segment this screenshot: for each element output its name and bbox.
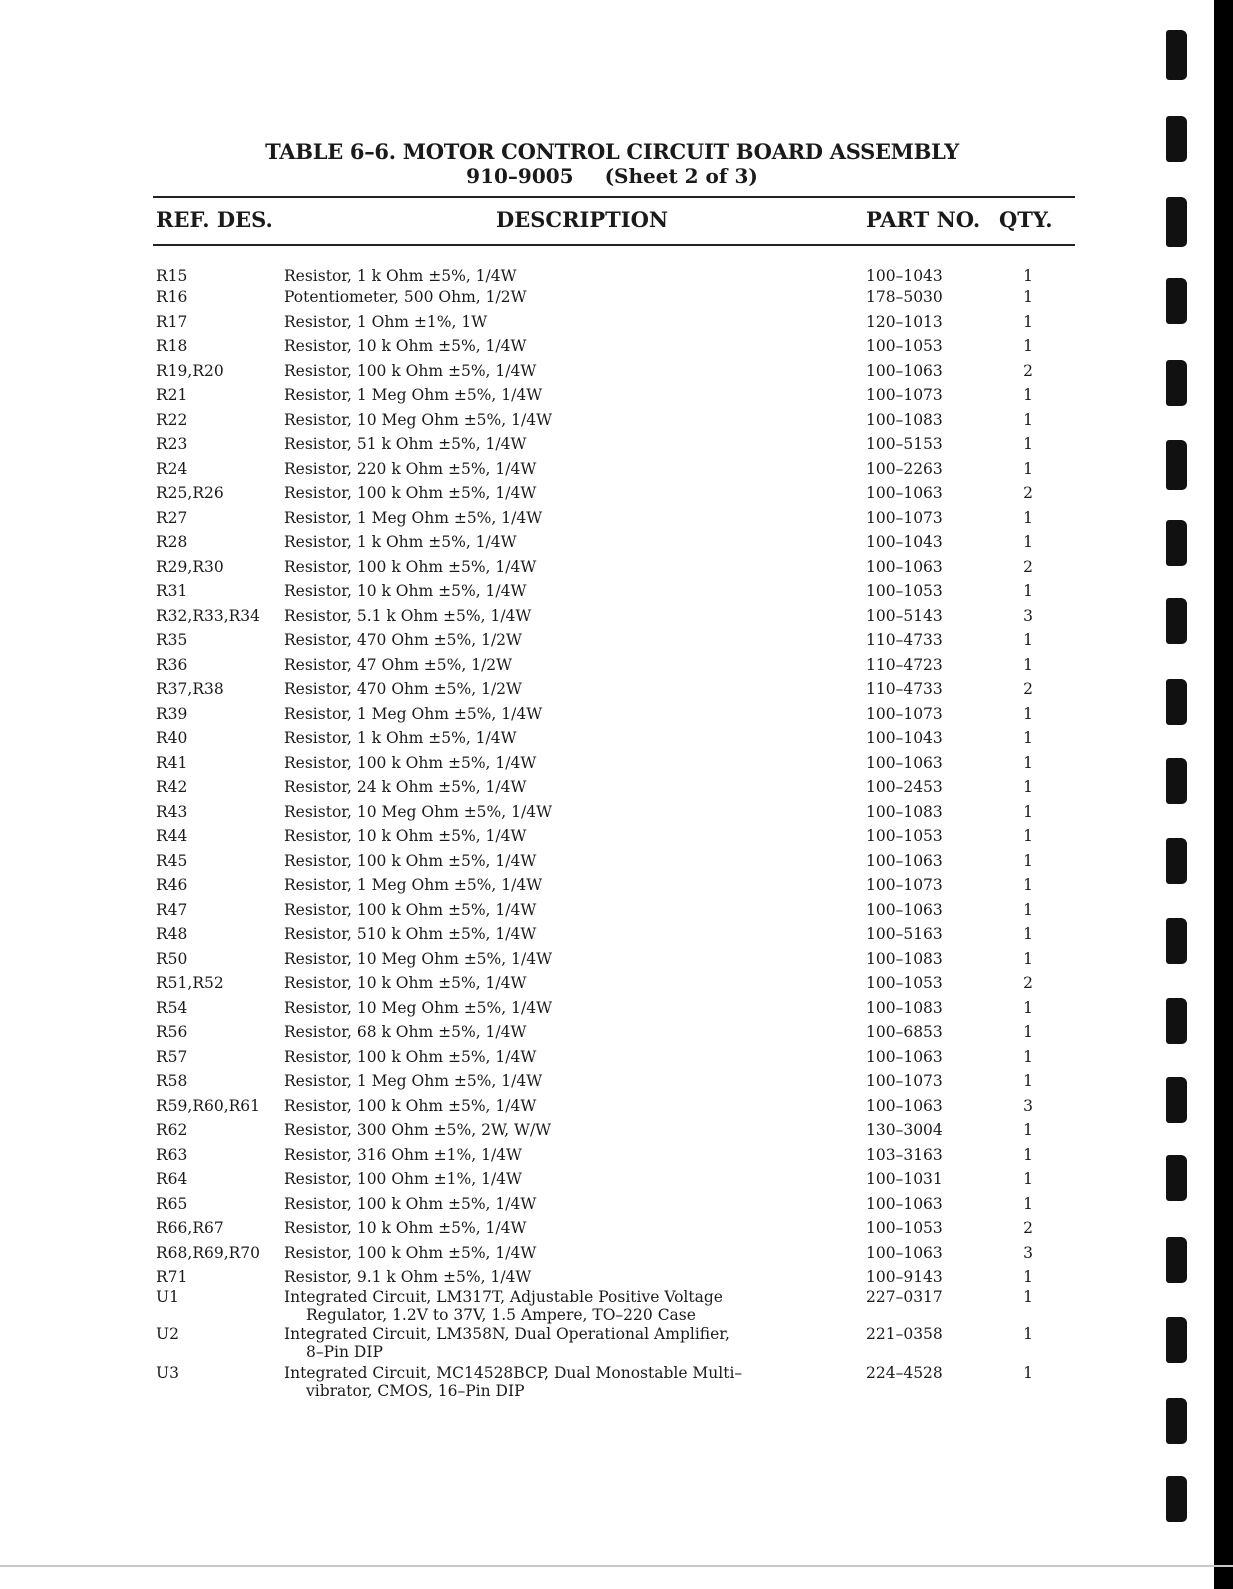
- quantity-cell: 1: [1023, 900, 1033, 919]
- description-cell: [284, 680, 844, 698]
- description-cell: [284, 1170, 844, 1188]
- table-title: TABLE 6–6. MOTOR CONTROL CIRCUIT BOARD ASSEMBLY: [265, 139, 959, 164]
- description-cell: [284, 607, 844, 625]
- part-number-cell: 100–1063: [866, 1243, 943, 1262]
- description-cell: [284, 827, 844, 845]
- part-number-cell: 100–1083: [866, 998, 943, 1017]
- binding-holes: [1166, 0, 1206, 1589]
- assembly-number: 910–9005: [466, 164, 574, 188]
- description-text: Resistor, 5.1 k Ohm ±5%, 1/4W: [284, 606, 532, 625]
- quantity-cell: 1: [1023, 288, 1033, 306]
- ref-des-cell: R71: [156, 1268, 188, 1286]
- ref-des-cell: R66,R67: [156, 1219, 224, 1237]
- description-text: Resistor, 68 k Ohm ±5%, 1/4W: [284, 1023, 527, 1041]
- quantity-cell: 1: [1023, 410, 1033, 429]
- quantity-cell: 2: [1023, 484, 1033, 502]
- part-number-cell: 100–1043: [866, 533, 943, 551]
- description-cell: [284, 705, 844, 723]
- part-number-cell: 100–1043: [866, 729, 943, 747]
- description-text: Resistor, 1 Ohm ±1%, 1W: [284, 312, 488, 331]
- ref-des-cell: R47: [156, 900, 188, 919]
- description-cell: [284, 1244, 844, 1262]
- quantity-cell: 1: [1023, 1268, 1033, 1286]
- quantity-cell: 2: [1023, 557, 1033, 576]
- description-text: Integrated Circuit, LM317T, Adjustable Positive Voltage: [284, 1288, 723, 1306]
- description-cell: [284, 778, 844, 796]
- header-top-rule: [153, 196, 1075, 198]
- ref-des-cell: R17: [156, 312, 188, 331]
- column-header-ref-des: REF. DES.: [156, 207, 273, 232]
- part-number-cell: 100–2453: [866, 778, 943, 796]
- description-cell: [284, 1268, 844, 1286]
- description-cell: [284, 1072, 844, 1090]
- ref-des-cell: R28: [156, 533, 188, 551]
- description-text: Resistor, 1 Meg Ohm ±5%, 1/4W: [284, 1072, 543, 1090]
- description-text: Resistor, 10 k Ohm ±5%, 1/4W: [284, 1219, 527, 1237]
- ref-des-cell: R44: [156, 827, 188, 845]
- ref-des-cell: R37,R38: [156, 680, 224, 698]
- ref-des-cell: R46: [156, 876, 188, 894]
- quantity-cell: 1: [1023, 802, 1033, 821]
- ref-des-cell: R29,R30: [156, 557, 224, 576]
- ref-des-cell: R35: [156, 631, 188, 649]
- part-number-cell: 100–1053: [866, 582, 943, 600]
- ref-des-cell: R63: [156, 1145, 188, 1164]
- description-cell: [284, 1023, 844, 1041]
- part-number-cell: 100–6853: [866, 1023, 943, 1041]
- ref-des-cell: R57: [156, 1047, 188, 1066]
- ref-des-cell: R25,R26: [156, 484, 224, 502]
- binding-hole-mark: [1166, 1398, 1187, 1444]
- ref-des-cell: R64: [156, 1170, 188, 1188]
- description-cell: [284, 852, 844, 870]
- binding-hole-mark: [1166, 1317, 1187, 1363]
- quantity-cell: 2: [1023, 361, 1033, 380]
- description-cell: [284, 288, 844, 306]
- quantity-cell: 1: [1023, 1121, 1033, 1139]
- description-text: Resistor, 47 Ohm ±5%, 1/2W: [284, 655, 513, 674]
- description-cell: [284, 754, 844, 772]
- quantity-cell: 1: [1023, 1145, 1033, 1164]
- description-cell: [284, 460, 844, 478]
- description-text: Resistor, 10 Meg Ohm ±5%, 1/4W: [284, 410, 552, 429]
- part-number-cell: 100–1063: [866, 1194, 943, 1213]
- binding-hole-mark: [1166, 360, 1187, 406]
- part-number-cell: 100–1073: [866, 386, 943, 404]
- description-text: Resistor, 1 Meg Ohm ±5%, 1/4W: [284, 876, 543, 894]
- ref-des-cell: R59,R60,R61: [156, 1096, 261, 1115]
- ref-des-cell: R62: [156, 1121, 188, 1139]
- description-cell: [284, 1219, 844, 1237]
- ref-des-cell: R19,R20: [156, 361, 224, 380]
- quantity-cell: 1: [1023, 386, 1033, 404]
- binding-hole-mark: [1166, 520, 1187, 566]
- quantity-cell: 1: [1023, 851, 1033, 870]
- description-cell: [284, 1146, 844, 1164]
- part-number-cell: 100–1043: [866, 267, 943, 285]
- column-header-qty: QTY.: [999, 207, 1053, 232]
- description-cell: [284, 1364, 844, 1400]
- description-text: Resistor, 100 k Ohm ±5%, 1/4W: [284, 753, 537, 772]
- quantity-cell: 1: [1023, 1288, 1033, 1306]
- quantity-cell: 1: [1023, 582, 1033, 600]
- part-number-cell: 100–1063: [866, 484, 943, 502]
- quantity-cell: 1: [1023, 337, 1033, 355]
- description-text: Resistor, 1 k Ohm ±5%, 1/4W: [284, 729, 517, 747]
- ref-des-cell: R32,R33,R34: [156, 606, 261, 625]
- description-cell: [284, 1325, 844, 1361]
- part-number-cell: 100–5143: [866, 606, 943, 625]
- quantity-cell: 1: [1023, 729, 1033, 747]
- ref-des-cell: R15: [156, 267, 188, 285]
- quantity-cell: 2: [1023, 974, 1033, 992]
- quantity-cell: 2: [1023, 1219, 1033, 1237]
- part-number-cell: 100–1063: [866, 1047, 943, 1066]
- ref-des-cell: R43: [156, 802, 188, 821]
- quantity-cell: 1: [1023, 459, 1033, 478]
- description-text: Potentiometer, 500 Ohm, 1/2W: [284, 288, 527, 306]
- quantity-cell: 3: [1023, 1096, 1033, 1115]
- quantity-cell: 1: [1023, 533, 1033, 551]
- part-number-cell: 110–4733: [866, 680, 943, 698]
- description-continuation: Regulator, 1.2V to 37V, 1.5 Ampere, TO–220 Case: [306, 1306, 696, 1324]
- quantity-cell: 1: [1023, 1325, 1033, 1343]
- part-number-cell: 178–5030: [866, 288, 943, 306]
- description-text: Resistor, 510 k Ohm ±5%, 1/4W: [284, 925, 537, 943]
- ref-des-cell: R22: [156, 410, 188, 429]
- part-number-cell: 110–4723: [866, 655, 943, 674]
- description-cell: [284, 509, 844, 527]
- description-cell: [284, 1288, 844, 1324]
- part-number-cell: 100–1073: [866, 704, 943, 723]
- ref-des-cell: R16: [156, 288, 188, 306]
- description-text: Resistor, 1 k Ohm ±5%, 1/4W: [284, 267, 517, 285]
- header-bottom-rule: [153, 244, 1075, 246]
- ref-des-cell: R56: [156, 1023, 188, 1041]
- ref-des-cell: U3: [156, 1364, 179, 1382]
- description-text: Resistor, 100 k Ohm ±5%, 1/4W: [284, 1047, 537, 1066]
- part-number-cell: 100–1063: [866, 851, 943, 870]
- description-cell: [284, 803, 844, 821]
- description-cell: [284, 950, 844, 968]
- description-text: Resistor, 300 Ohm ±5%, 2W, W/W: [284, 1121, 552, 1139]
- description-cell: [284, 484, 844, 502]
- description-continuation: vibrator, CMOS, 16–Pin DIP: [306, 1382, 525, 1400]
- description-text: Resistor, 1 Meg Ohm ±5%, 1/4W: [284, 386, 543, 404]
- ref-des-cell: R36: [156, 655, 188, 674]
- description-text: Resistor, 9.1 k Ohm ±5%, 1/4W: [284, 1268, 532, 1286]
- part-number-cell: 120–1013: [866, 312, 943, 331]
- quantity-cell: 1: [1023, 925, 1033, 943]
- description-text: Resistor, 220 k Ohm ±5%, 1/4W: [284, 459, 537, 478]
- description-cell: [284, 386, 844, 404]
- description-text: Resistor, 470 Ohm ±5%, 1/2W: [284, 680, 522, 698]
- part-number-cell: 221–0358: [866, 1325, 943, 1343]
- binding-hole-mark: [1166, 1077, 1187, 1123]
- binding-hole-mark: [1166, 30, 1187, 80]
- description-text: Resistor, 10 k Ohm ±5%, 1/4W: [284, 582, 527, 600]
- description-cell: [284, 1121, 844, 1139]
- ref-des-cell: U2: [156, 1325, 179, 1343]
- quantity-cell: 1: [1023, 1194, 1033, 1213]
- description-text: Resistor, 10 k Ohm ±5%, 1/4W: [284, 827, 527, 845]
- quantity-cell: 3: [1023, 1243, 1033, 1262]
- description-cell: [284, 533, 844, 551]
- ref-des-cell: R48: [156, 925, 188, 943]
- description-cell: [284, 631, 844, 649]
- description-text: Integrated Circuit, MC14528BCP, Dual Monostable Multi–: [284, 1364, 743, 1382]
- part-number-cell: 100–1073: [866, 1072, 943, 1090]
- description-cell: [284, 1048, 844, 1066]
- quantity-cell: 2: [1023, 680, 1033, 698]
- part-number-cell: 100–1063: [866, 557, 943, 576]
- ref-des-cell: R21: [156, 386, 188, 404]
- part-number-cell: 224–4528: [866, 1364, 943, 1382]
- ref-des-cell: R39: [156, 704, 188, 723]
- sheet-indicator: (Sheet 2 of 3): [604, 164, 758, 188]
- binding-hole-mark: [1166, 679, 1187, 725]
- description-cell: [284, 1195, 844, 1213]
- ref-des-cell: R40: [156, 729, 188, 747]
- description-text: Resistor, 10 k Ohm ±5%, 1/4W: [284, 974, 527, 992]
- description-text: Resistor, 10 k Ohm ±5%, 1/4W: [284, 337, 527, 355]
- part-number-cell: 100–2263: [866, 459, 943, 478]
- part-number-cell: 100–1063: [866, 1096, 943, 1115]
- part-number-cell: 100–1073: [866, 876, 943, 894]
- quantity-cell: 1: [1023, 998, 1033, 1017]
- quantity-cell: 1: [1023, 1047, 1033, 1066]
- description-cell: [284, 411, 844, 429]
- description-text: Resistor, 100 Ohm ±1%, 1/4W: [284, 1170, 522, 1188]
- description-text: Resistor, 10 Meg Ohm ±5%, 1/4W: [284, 802, 552, 821]
- description-text: Resistor, 100 k Ohm ±5%, 1/4W: [284, 361, 537, 380]
- ref-des-cell: R41: [156, 753, 188, 772]
- ref-des-cell: R31: [156, 582, 188, 600]
- description-text: Resistor, 100 k Ohm ±5%, 1/4W: [284, 851, 537, 870]
- ref-des-cell: R45: [156, 851, 188, 870]
- description-text: Resistor, 10 Meg Ohm ±5%, 1/4W: [284, 998, 552, 1017]
- part-number-cell: 100–1083: [866, 410, 943, 429]
- description-cell: [284, 267, 844, 285]
- description-cell: [284, 999, 844, 1017]
- ref-des-cell: U1: [156, 1288, 179, 1306]
- part-number-cell: 100–1053: [866, 337, 943, 355]
- description-text: Resistor, 24 k Ohm ±5%, 1/4W: [284, 778, 527, 796]
- binding-hole-mark: [1166, 1237, 1187, 1283]
- description-cell: [284, 876, 844, 894]
- description-text: Resistor, 1 Meg Ohm ±5%, 1/4W: [284, 704, 543, 723]
- description-text: Resistor, 316 Ohm ±1%, 1/4W: [284, 1145, 522, 1164]
- description-cell: [284, 558, 844, 576]
- quantity-cell: 1: [1023, 778, 1033, 796]
- part-number-cell: 130–3004: [866, 1121, 943, 1139]
- quantity-cell: 1: [1023, 655, 1033, 674]
- binding-hole-mark: [1166, 197, 1187, 247]
- binding-hole-mark: [1166, 1155, 1187, 1201]
- description-text: Resistor, 1 k Ohm ±5%, 1/4W: [284, 533, 517, 551]
- quantity-cell: 1: [1023, 1072, 1033, 1090]
- description-cell: [284, 337, 844, 355]
- description-text: Resistor, 470 Ohm ±5%, 1/2W: [284, 631, 522, 649]
- part-number-cell: 100–1053: [866, 1219, 943, 1237]
- binding-hole-mark: [1166, 918, 1187, 964]
- ref-des-cell: R23: [156, 435, 188, 453]
- column-header-part-no: PART NO.: [866, 207, 981, 232]
- binding-hole-mark: [1166, 998, 1187, 1044]
- description-text: Resistor, 100 k Ohm ±5%, 1/4W: [284, 1194, 537, 1213]
- description-cell: [284, 1097, 844, 1115]
- binding-hole-mark: [1166, 598, 1187, 644]
- part-number-cell: 100–1083: [866, 802, 943, 821]
- quantity-cell: 1: [1023, 949, 1033, 968]
- part-number-cell: 100–9143: [866, 1268, 943, 1286]
- description-cell: [284, 656, 844, 674]
- quantity-cell: 1: [1023, 1364, 1033, 1382]
- description-text: Resistor, 100 k Ohm ±5%, 1/4W: [284, 484, 537, 502]
- ref-des-cell: R24: [156, 459, 188, 478]
- description-text: Integrated Circuit, LM358N, Dual Operational Amplifier,: [284, 1325, 730, 1343]
- description-text: Resistor, 100 k Ohm ±5%, 1/4W: [284, 1096, 537, 1115]
- part-number-cell: 103–3163: [866, 1145, 943, 1164]
- quantity-cell: 3: [1023, 606, 1033, 625]
- binding-hole-mark: [1166, 278, 1187, 324]
- part-number-cell: 100–1031: [866, 1170, 943, 1188]
- binding-hole-mark: [1166, 758, 1187, 804]
- description-cell: [284, 313, 844, 331]
- description-cell: [284, 925, 844, 943]
- ref-des-cell: R42: [156, 778, 188, 796]
- description-text: Resistor, 100 k Ohm ±5%, 1/4W: [284, 900, 537, 919]
- page-edge-shadow: [1214, 0, 1233, 1589]
- description-cell: [284, 435, 844, 453]
- ref-des-cell: R58: [156, 1072, 188, 1090]
- scan-bottom-edge: [0, 1565, 1233, 1567]
- description-cell: [284, 362, 844, 380]
- description-cell: [284, 582, 844, 600]
- part-number-cell: 100–1053: [866, 827, 943, 845]
- quantity-cell: 1: [1023, 508, 1033, 527]
- part-number-cell: 100–1053: [866, 974, 943, 992]
- part-number-cell: 100–1073: [866, 508, 943, 527]
- ref-des-cell: R18: [156, 337, 188, 355]
- quantity-cell: 1: [1023, 631, 1033, 649]
- description-text: Resistor, 10 Meg Ohm ±5%, 1/4W: [284, 949, 552, 968]
- description-text: Resistor, 1 Meg Ohm ±5%, 1/4W: [284, 508, 543, 527]
- ref-des-cell: R65: [156, 1194, 188, 1213]
- description-text: Resistor, 100 k Ohm ±5%, 1/4W: [284, 1243, 537, 1262]
- part-number-cell: 100–5163: [866, 925, 943, 943]
- ref-des-cell: R27: [156, 508, 188, 527]
- part-number-cell: 100–1083: [866, 949, 943, 968]
- description-text: Resistor, 51 k Ohm ±5%, 1/4W: [284, 435, 527, 453]
- description-cell: [284, 974, 844, 992]
- part-number-cell: 227–0317: [866, 1288, 943, 1306]
- quantity-cell: 1: [1023, 312, 1033, 331]
- part-number-cell: 100–1063: [866, 361, 943, 380]
- ref-des-cell: R50: [156, 949, 188, 968]
- quantity-cell: 1: [1023, 1023, 1033, 1041]
- description-continuation: 8–Pin DIP: [306, 1343, 383, 1361]
- table-subtitle: [150, 164, 1074, 188]
- part-number-cell: 100–1063: [866, 900, 943, 919]
- binding-hole-mark: [1166, 440, 1187, 490]
- quantity-cell: 1: [1023, 753, 1033, 772]
- part-number-cell: 110–4733: [866, 631, 943, 649]
- description-text: Resistor, 100 k Ohm ±5%, 1/4W: [284, 557, 537, 576]
- quantity-cell: 1: [1023, 267, 1033, 285]
- part-number-cell: 100–1063: [866, 753, 943, 772]
- ref-des-cell: R51,R52: [156, 974, 224, 992]
- ref-des-cell: R68,R69,R70: [156, 1243, 261, 1262]
- binding-hole-mark: [1166, 1476, 1187, 1522]
- quantity-cell: 1: [1023, 827, 1033, 845]
- description-cell: [284, 901, 844, 919]
- quantity-cell: 1: [1023, 435, 1033, 453]
- binding-hole-mark: [1166, 838, 1187, 884]
- quantity-cell: 1: [1023, 1170, 1033, 1188]
- binding-hole-mark: [1166, 116, 1187, 162]
- description-cell: [284, 729, 844, 747]
- quantity-cell: 1: [1023, 876, 1033, 894]
- ref-des-cell: R54: [156, 998, 188, 1017]
- column-header-description: DESCRIPTION: [496, 207, 669, 232]
- quantity-cell: 1: [1023, 704, 1033, 723]
- part-number-cell: 100–5153: [866, 435, 943, 453]
